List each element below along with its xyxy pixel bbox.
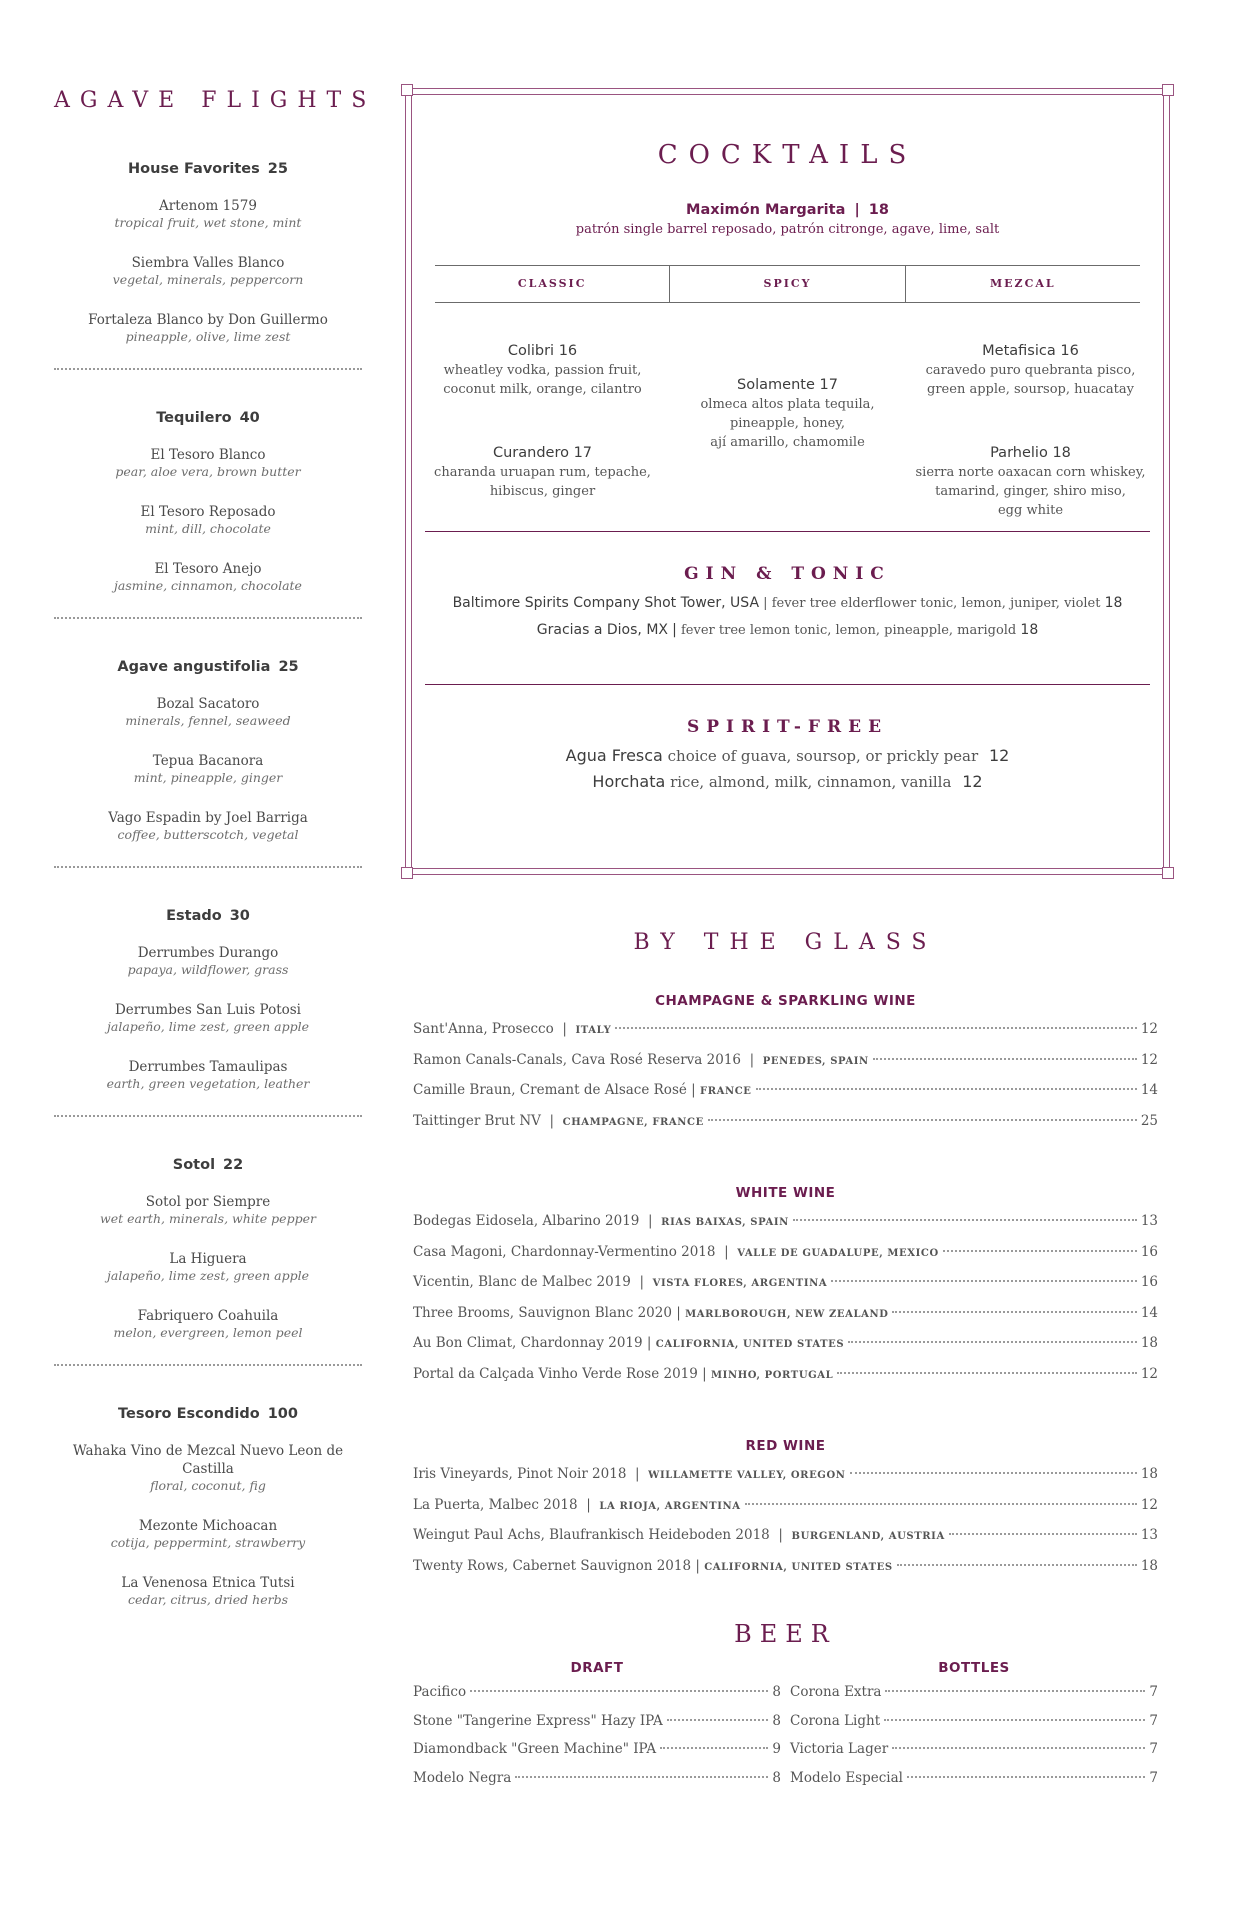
draft-title: DRAFT	[570, 1660, 624, 1676]
beer-row	[790, 1741, 1158, 1770]
flight-name: Agave angustifolia	[117, 659, 271, 675]
wine-row	[413, 1213, 1158, 1244]
flight-price: 40	[239, 410, 260, 426]
gin-tonic-price: 18	[1020, 622, 1039, 638]
beer-price: 7	[1149, 1769, 1158, 1786]
wine-price: 12	[1140, 1021, 1158, 1037]
flight-item-name: El Tesoro Anejo	[154, 561, 262, 577]
beer-name: Corona Extra	[790, 1684, 882, 1700]
flight-price: 22	[223, 1157, 244, 1173]
wine-name: Iris Vineyards, Pinot Noir 2018	[413, 1466, 627, 1482]
flight-item	[54, 197, 362, 231]
wine-row	[413, 1244, 1158, 1275]
beer-row	[413, 1684, 781, 1713]
dot-leader	[837, 1372, 1137, 1374]
wine-separator: |	[586, 1496, 591, 1513]
wine-name: Twenty Rows, Cabernet Sauvignon 2018	[413, 1557, 692, 1574]
flight-name: Estado	[166, 908, 222, 924]
wine-category-title: WHITE WINE	[735, 1185, 836, 1201]
wine-separator: |	[676, 1304, 681, 1321]
wine-separator: |	[749, 1051, 755, 1068]
wine-row	[413, 1466, 1158, 1497]
dot-leader	[708, 1119, 1137, 1121]
flight-item-notes: vegetal, minerals, peppercorn	[112, 272, 304, 287]
cocktail-desc: charanda uruapan rum, tepache,	[434, 465, 651, 480]
bottles-column	[790, 1660, 1158, 1798]
dot-leader	[667, 1719, 769, 1721]
beer-row	[790, 1684, 1158, 1713]
flight-item-name: Siembra Valles Blanco	[131, 255, 285, 271]
flight-item	[54, 1058, 362, 1092]
cocktail-item	[425, 341, 660, 399]
wine-row	[413, 1113, 1158, 1144]
flight-item-name: Sotol por Siempre	[145, 1194, 271, 1210]
dot-leader	[892, 1311, 1136, 1313]
wine-region: LA RIOJA, ARGENTINA	[599, 1500, 741, 1512]
wine-price: 18	[1140, 1335, 1158, 1351]
beer-price: 8	[772, 1712, 781, 1729]
wine-price: 16	[1140, 1243, 1158, 1260]
dot-leader	[615, 1027, 1136, 1029]
wine-row	[413, 1366, 1158, 1397]
flight-name: Sotol	[172, 1157, 216, 1173]
wine-region: WILLAMETTE VALLEY, OREGON	[648, 1470, 846, 1481]
flight-item-notes: jalapeño, lime zest, green apple	[107, 1268, 309, 1283]
flight-item-name: El Tesoro Reposado	[140, 504, 276, 520]
wine-category-title: CHAMPAGNE & SPARKLING WINE	[655, 993, 916, 1009]
white-wine-list	[413, 1213, 1158, 1396]
agave-flights-column	[54, 88, 377, 1631]
flight-item	[54, 1442, 362, 1494]
dot-leader	[848, 1341, 1137, 1343]
dotted-divider	[54, 617, 362, 619]
cocktails-content	[425, 88, 1150, 795]
beer-price: 7	[1149, 1741, 1158, 1757]
cocktail-price: 16	[1060, 343, 1079, 359]
cocktail-desc: pineapple, honey,	[729, 416, 846, 431]
dot-leader	[949, 1533, 1137, 1535]
cocktail-name: Metafisica	[982, 343, 1056, 359]
flight-item	[54, 695, 362, 729]
cocktail-columns	[425, 303, 1150, 523]
wine-row	[413, 1274, 1158, 1305]
wine-name: Vicentin, Blanc de Malbec 2019	[413, 1274, 631, 1290]
dotted-divider	[54, 1115, 362, 1117]
dot-leader	[793, 1219, 1137, 1221]
flight-item	[54, 752, 362, 786]
wine-category-title: RED WINE	[745, 1438, 826, 1454]
flight-item-notes: earth, green vegetation, leather	[106, 1076, 310, 1091]
spirit-free-title: SPIRIT-FREE	[686, 717, 889, 737]
gin-tonic-desc: fever tree lemon tonic, lemon, pineapple, marigold	[681, 623, 1017, 638]
wine-separator: |	[695, 1557, 700, 1574]
flight-item	[54, 560, 362, 594]
frame-corner	[1162, 867, 1174, 879]
dot-leader	[873, 1058, 1137, 1060]
flight-house-favorites	[54, 161, 362, 345]
beer-price: 8	[772, 1684, 781, 1700]
flight-item	[54, 1307, 362, 1341]
wine-region: RIAS BAIXAS, SPAIN	[661, 1217, 789, 1228]
cocktail-desc: caravedo puro quebranta pisco,	[925, 363, 1136, 378]
wine-name: Sant'Anna, Prosecco	[413, 1021, 554, 1037]
flight-item-notes: papaya, wildflower, grass	[127, 962, 289, 977]
flight-item-name: Tepua Bacanora	[152, 753, 264, 769]
gin-tonic-name: Gracias a Dios, MX	[536, 622, 668, 638]
cocktail-price: 17	[573, 445, 593, 461]
cocktail-price: 18	[1052, 445, 1071, 461]
wine-separator: |	[691, 1082, 696, 1098]
draft-column	[413, 1660, 781, 1798]
cocktail-desc: sierra norte oaxacan corn whiskey,	[915, 465, 1146, 480]
cocktail-desc: tamarind, ginger, shiro miso,	[935, 484, 1126, 499]
flight-item-notes: pineapple, olive, lime zest	[125, 329, 291, 344]
wine-name: Weingut Paul Achs, Blaufrankisch Heideboden 2018	[413, 1527, 770, 1543]
dot-leader	[470, 1690, 768, 1692]
spirit-free-name: Agua Fresca	[565, 746, 663, 765]
cocktail-name: Colibri	[507, 343, 555, 359]
dotted-divider	[54, 1364, 362, 1366]
bottles-title: BOTTLES	[938, 1660, 1010, 1676]
cocktail-item	[425, 443, 660, 501]
wine-region: VALLE DE GUADALUPE, MEXICO	[737, 1247, 939, 1259]
cocktail-name: Curandero	[492, 445, 569, 461]
wine-price: 12	[1140, 1365, 1158, 1382]
wine-name: La Puerta, Malbec 2018	[413, 1496, 578, 1513]
flight-item	[54, 446, 362, 480]
cocktail-desc: green apple, soursop, huacatay	[927, 382, 1134, 397]
cocktail-name: Solamente	[737, 377, 815, 393]
flight-name: House Favorites	[128, 161, 260, 177]
beer-row	[413, 1713, 781, 1742]
agave-flights-title: AGAVE FLIGHTS	[54, 88, 377, 113]
flight-item-notes: floral, coconut, fig	[150, 1478, 266, 1493]
dot-leader	[907, 1776, 1145, 1778]
tab-mezcal: MEZCAL	[905, 266, 1140, 302]
tab-classic: CLASSIC	[517, 277, 587, 290]
wine-row	[413, 1527, 1158, 1558]
gin-tonic-list	[425, 590, 1150, 644]
flight-item-notes: jalapeño, lime zest, green apple	[107, 1019, 309, 1034]
by-the-glass-title: BY THE GLASS	[633, 930, 938, 955]
dot-leader	[745, 1503, 1137, 1505]
flight-item-notes: cotija, peppermint, strawberry	[110, 1535, 306, 1550]
beer-row	[790, 1770, 1158, 1799]
wine-region: CALIFORNIA, UNITED STATES	[704, 1561, 893, 1573]
wine-price: 18	[1140, 1557, 1158, 1574]
wine-name: Taittinger Brut NV	[413, 1112, 541, 1129]
flight-sotol	[54, 1157, 362, 1341]
feature-price: 18	[868, 202, 889, 218]
cocktail-desc: olmeca altos plata tequila,	[700, 397, 875, 412]
wine-row	[413, 1335, 1158, 1366]
wine-separator: |	[639, 1274, 645, 1290]
wine-name: Portal da Calçada Vinho Verde Rose 2019	[413, 1365, 698, 1382]
cocktail-price: 16	[558, 343, 578, 359]
wine-price: 16	[1140, 1274, 1158, 1290]
dot-leader	[515, 1776, 768, 1778]
wine-region: CALIFORNIA, UNITED STATES	[655, 1339, 845, 1350]
flight-item-name: Derrumbes Tamaulipas	[128, 1059, 288, 1075]
beer-name: Pacifico	[413, 1684, 467, 1700]
beer-row	[790, 1713, 1158, 1742]
dot-leader	[884, 1719, 1145, 1721]
cocktails-title: COCKTAILS	[657, 140, 918, 170]
flight-price: 25	[267, 161, 288, 177]
flight-item-name: Bozal Sacatoro	[156, 696, 260, 712]
feature-separator: |	[854, 202, 860, 218]
wine-separator: |	[702, 1365, 707, 1382]
flight-agave-angustifolia	[54, 659, 362, 843]
dot-leader	[756, 1088, 1137, 1090]
dot-leader	[943, 1250, 1137, 1252]
wine-name: Au Bon Climat, Chardonnay 2019	[413, 1335, 643, 1351]
cocktail-item	[913, 341, 1148, 399]
flight-estado	[54, 908, 362, 1092]
gin-tonic-separator: |	[763, 596, 768, 611]
feature-cocktail	[425, 200, 1150, 237]
wine-region: MARLBOROUGH, NEW ZEALAND	[685, 1308, 889, 1320]
flight-price: 25	[278, 659, 299, 675]
gin-tonic-title: GIN & TONIC	[684, 564, 891, 584]
wine-name: Casa Magoni, Chardonnay-Vermentino 2018	[413, 1243, 716, 1260]
wine-name: Camille Braun, Cremant de Alsace Rosé	[413, 1082, 687, 1098]
flight-item-notes: minerals, fennel, seaweed	[125, 713, 291, 728]
gin-tonic-price: 18	[1104, 595, 1123, 611]
flight-item-name: Derrumbes Durango	[137, 945, 279, 961]
tab-spicy: SPICY	[669, 266, 904, 302]
frame-corner	[401, 867, 413, 879]
beer-name: Modelo Negra	[413, 1769, 512, 1786]
wine-price: 12	[1140, 1051, 1158, 1068]
dot-leader	[831, 1280, 1137, 1282]
wine-price: 18	[1140, 1466, 1158, 1482]
dot-leader	[660, 1747, 768, 1749]
flight-item-notes: wet earth, minerals, white pepper	[100, 1211, 316, 1226]
flight-item	[54, 503, 362, 537]
flight-item-name: Mezonte Michoacan	[138, 1518, 278, 1534]
wine-region: BURGENLAND, AUSTRIA	[791, 1531, 945, 1542]
cocktail-name: Parhelio	[990, 445, 1048, 461]
wine-row	[413, 1082, 1158, 1113]
wine-region: PENEDES, SPAIN	[762, 1055, 869, 1067]
dot-leader	[897, 1564, 1137, 1566]
spirit-free-desc: rice, almond, milk, cinnamon, vanilla	[670, 773, 952, 791]
flight-tesoro-escondido	[54, 1406, 362, 1608]
wine-price: 25	[1140, 1112, 1158, 1129]
flight-item-notes: mint, pineapple, ginger	[133, 770, 283, 785]
beer-price: 8	[772, 1769, 781, 1786]
flight-name: Tesoro Escondido	[118, 1406, 260, 1422]
cocktail-desc: coconut milk, orange, cilantro	[443, 382, 642, 397]
wine-name: Bodegas Eidosela, Albarino 2019	[413, 1213, 640, 1229]
section-rule	[425, 684, 1150, 685]
wine-separator: |	[549, 1112, 555, 1129]
beer-row	[413, 1770, 781, 1799]
spirit-free-price: 12	[962, 772, 983, 791]
flight-item	[54, 1193, 362, 1227]
gin-tonic-separator: |	[672, 622, 677, 638]
flight-item	[54, 1574, 362, 1608]
dot-leader	[850, 1472, 1137, 1474]
flight-item-notes: jasmine, cinnamon, chocolate	[114, 578, 302, 593]
flight-item	[54, 809, 362, 843]
flight-item-notes: cedar, citrus, dried herbs	[128, 1592, 288, 1607]
gin-tonic-name: Baltimore Spirits Company Shot Tower, USA	[452, 595, 760, 611]
beer-price: 9	[772, 1741, 781, 1757]
dotted-divider	[54, 866, 362, 868]
gin-tonic-desc: fever tree elderflower tonic, lemon, juniper, violet	[771, 596, 1101, 611]
beer-section	[413, 1620, 1158, 1798]
cocktail-item	[670, 375, 905, 452]
beer-columns	[413, 1660, 1158, 1798]
beer-name: Modelo Especial	[790, 1769, 903, 1786]
wine-price: 12	[1140, 1496, 1158, 1513]
flight-item	[54, 1001, 362, 1035]
gin-tonic-item	[425, 617, 1150, 644]
dot-leader	[885, 1690, 1145, 1692]
spirit-free-item	[425, 743, 1150, 769]
frame-corner	[401, 84, 413, 96]
flight-item-name: Artenom 1579	[159, 198, 257, 214]
wine-price: 13	[1140, 1213, 1158, 1229]
wine-separator: |	[724, 1243, 729, 1260]
flight-item-name: Fabriquero Coahuila	[137, 1308, 279, 1324]
flight-item-notes: melon, evergreen, lemon peel	[113, 1325, 303, 1340]
flight-item-notes: mint, dill, chocolate	[145, 521, 271, 536]
flight-item	[54, 1250, 362, 1284]
section-rule	[425, 531, 1150, 532]
flight-item-name: Derrumbes San Luis Potosi	[114, 1002, 301, 1018]
wine-separator: |	[648, 1213, 653, 1229]
flight-price: 100	[267, 1406, 298, 1422]
beer-row	[413, 1741, 781, 1770]
wine-name: Ramon Canals-Canals, Cava Rosé Reserva 2016	[413, 1051, 742, 1068]
wine-row	[413, 1021, 1158, 1052]
beer-price: 7	[1149, 1684, 1158, 1700]
cocktail-desc: ají amarillo, chamomile	[710, 435, 865, 450]
feature-desc: patrón single barrel reposado, patrón citronge, agave, lime, salt	[575, 222, 1000, 237]
cocktails-panel	[405, 88, 1170, 875]
frame-corner	[1162, 84, 1174, 96]
wine-separator: |	[646, 1335, 652, 1351]
wine-row	[413, 1558, 1158, 1589]
wine-region: MINHO, PORTUGAL	[711, 1369, 834, 1381]
dotted-divider	[54, 368, 362, 370]
wine-name: Three Brooms, Sauvignon Blanc 2020	[413, 1304, 672, 1321]
wine-row	[413, 1497, 1158, 1528]
cocktail-desc: hibiscus, ginger	[489, 484, 596, 499]
red-wine-list	[413, 1466, 1158, 1588]
spirit-free-list	[425, 743, 1150, 795]
wine-region: ITALY	[575, 1025, 612, 1036]
beer-title: BEER	[734, 1620, 837, 1648]
flight-item-name: Wahaka Vino de Mezcal Nuevo Leon de Castilla	[72, 1443, 344, 1477]
wine-region: FRANCE	[700, 1086, 752, 1097]
flight-item	[54, 1517, 362, 1551]
flight-item-name: Vago Espadin by Joel Barriga	[108, 810, 308, 826]
wine-region: VISTA FLORES, ARGENTINA	[652, 1278, 828, 1289]
spirit-free-desc: choice of guava, soursop, or prickly pear	[667, 747, 979, 765]
flight-tequilero	[54, 410, 362, 594]
dot-leader	[892, 1747, 1145, 1749]
flight-item	[54, 311, 362, 345]
cocktail-desc: wheatley vodka, passion fruit,	[443, 363, 642, 378]
wine-separator: |	[778, 1527, 783, 1543]
flight-name: Tequilero	[156, 410, 232, 426]
flight-item	[54, 254, 362, 288]
wine-region: CHAMPAGNE, FRANCE	[562, 1116, 704, 1128]
cocktail-desc: egg white	[997, 503, 1064, 518]
flight-item-name: La Venenosa Etnica Tutsi	[121, 1575, 295, 1591]
cocktail-price: 17	[819, 377, 838, 393]
gin-tonic-item	[425, 590, 1150, 617]
flight-item-name: El Tesoro Blanco	[150, 447, 266, 463]
beer-name: Victoria Lager	[790, 1741, 889, 1757]
wine-price: 14	[1140, 1082, 1158, 1098]
beer-name: Diamondback "Green Machine" IPA	[413, 1741, 657, 1757]
feature-name: Maximón Margarita	[686, 202, 846, 218]
cocktail-item	[913, 443, 1148, 520]
wine-row	[413, 1305, 1158, 1336]
beer-name: Stone "Tangerine Express" Hazy IPA	[413, 1712, 663, 1729]
wine-separator: |	[635, 1466, 640, 1482]
flight-item	[54, 944, 362, 978]
spirit-free-price: 12	[988, 746, 1010, 765]
spirit-free-name: Horchata	[592, 772, 666, 791]
wine-row	[413, 1052, 1158, 1083]
beer-name: Corona Light	[790, 1712, 881, 1729]
beer-price: 7	[1149, 1712, 1158, 1729]
flight-item-notes: tropical fruit, wet stone, mint	[114, 215, 302, 230]
wine-price: 13	[1140, 1527, 1158, 1543]
wine-separator: |	[562, 1021, 567, 1037]
wine-price: 14	[1140, 1304, 1158, 1321]
by-the-glass-section	[413, 930, 1158, 1588]
flight-item-name: La Higuera	[169, 1251, 247, 1267]
cocktail-category-tabs	[435, 265, 1140, 303]
flight-price: 30	[229, 908, 250, 924]
flight-item-notes: pear, aloe vera, brown butter	[115, 464, 301, 479]
spirit-free-item	[425, 769, 1150, 795]
sparkling-wine-list	[413, 1021, 1158, 1143]
flight-item-notes: coffee, butterscotch, vegetal	[117, 827, 299, 842]
flight-item-name: Fortaleza Blanco by Don Guillermo	[88, 312, 328, 328]
